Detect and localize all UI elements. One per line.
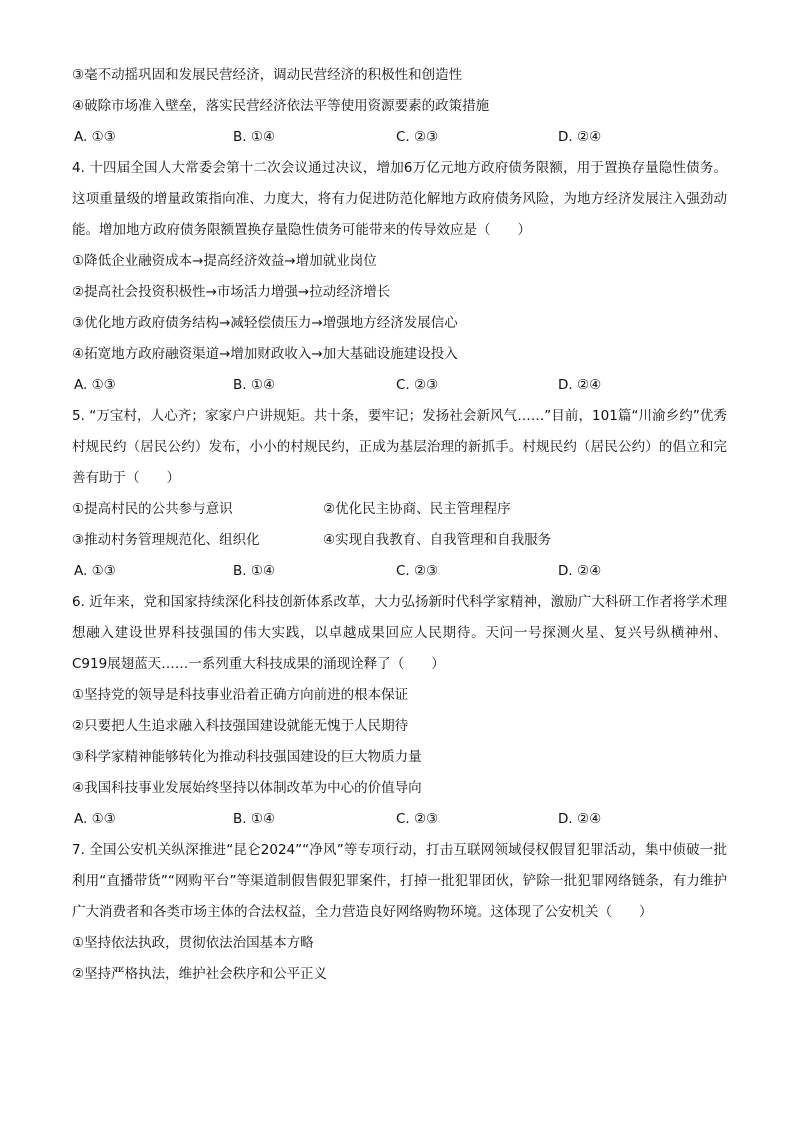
q5-option-3: ③推动村务管理规范化、组织化 bbox=[72, 532, 260, 548]
q6-option-3: ③科学家精神能够转化为推动科技强国建设的巨大物质力量 bbox=[72, 749, 422, 765]
q5-options-row-2 bbox=[72, 525, 727, 556]
q6-choices bbox=[72, 804, 727, 835]
q5-option-2: ②优化民主协商、民主管理程序 bbox=[323, 501, 511, 517]
choice-b: B. ①④ bbox=[233, 129, 276, 145]
q7-option-1: ①坚持依法执政，贯彻依法治国基本方略 bbox=[72, 935, 314, 951]
q5-option-4: ④实现自我教育、自我管理和自我服务 bbox=[323, 532, 552, 548]
choice-d: D. ②④ bbox=[558, 563, 602, 579]
q7-stem: 7. 全国公安机关纵深推进“昆仑2024”“净风”等专项行动，打击互联网领域侵权假冒犯罪活动，集中侦破一批利用“直播带货”“网购平台”等渠道制假售假犯罪案件，打掉一批犯罪团伙，铲除一批犯罪网络链条，有力维护广大消费者和各类市场主体的合法权益，全力营造良好网络购物环境。这体现了公安机关（ ） bbox=[72, 842, 727, 920]
choice-d: D. ②④ bbox=[558, 811, 602, 827]
choice-d: D. ②④ bbox=[558, 129, 602, 145]
q7-option-2: ②坚持严格执法，维护社会秩序和公平正义 bbox=[72, 966, 328, 982]
q4-stem: 4. 十四届全国人大常委会第十二次会议通过决议，增加6万亿元地方政府债务限额，用于置换存量隐性债务。这项重量级的增量政策指向准、力度大，将有力促进防范化解地方政府债务风险，为地方经济发展注入强劲动能。增加地方政府债务限额置换存量隐性债务可能带来的传导效应是（ ） bbox=[72, 160, 727, 238]
q3-option-3: ③毫不动摇巩固和发展民营经济，调动民营经济的积极性和创造性 bbox=[72, 67, 463, 83]
q6-option-1: ①坚持党的领导是科技事业沿着正确方向前进的根本保证 bbox=[72, 687, 409, 703]
choice-b: B. ①④ bbox=[233, 377, 276, 393]
q5-options-row-1 bbox=[72, 494, 727, 525]
q5-option-1: ①提高村民的公共参与意识 bbox=[72, 501, 233, 517]
q4-option-2: ②提高社会投资积极性→市场活力增强→拉动经济增长 bbox=[72, 284, 391, 300]
choice-a: A. ①③ bbox=[74, 811, 116, 827]
choice-a: A. ①③ bbox=[74, 563, 116, 579]
choice-a: A. ①③ bbox=[74, 377, 116, 393]
choice-d: D. ②④ bbox=[558, 377, 602, 393]
q5-stem: 5. “万宝村，人心齐；家家户户讲规矩。共十条，要牢记；发扬社会新风气……”目前，101篇“川渝乡约”优秀村规民约（居民公约）发布，小小的村规民约，正成为基层治理的新抓手。村规民约（居民公约）的倡立和完善有助于（ ） bbox=[72, 408, 727, 486]
q3-choices bbox=[72, 122, 727, 153]
choice-c: C. ②③ bbox=[396, 811, 439, 827]
q4-option-4: ④拓宽地方政府融资渠道→增加财政收入→加大基础设施建设投入 bbox=[72, 346, 458, 362]
q4-option-3: ③优化地方政府债务结构→减轻偿债压力→增强地方经济发展信心 bbox=[72, 315, 458, 331]
choice-a: A. ①③ bbox=[74, 129, 116, 145]
document-page bbox=[72, 60, 727, 990]
q4-choices bbox=[72, 370, 727, 401]
q6-stem: 6. 近年来，党和国家持续深化科技创新体系改革，大力弘扬新时代科学家精神，激励广大科研工作者将学术理想融入建设世界科技强国的伟大实践，以卓越成果回应人民期待。天问一号探测火星、复兴号纵横神州、C919展翅蓝天……一系列重大科技成果的涌现诠释了（ ） bbox=[72, 594, 727, 672]
q5-choices bbox=[72, 556, 727, 587]
choice-c: C. ②③ bbox=[396, 377, 439, 393]
q6-option-4: ④我国科技事业发展始终坚持以体制改革为中心的价值导向 bbox=[72, 780, 422, 796]
choice-b: B. ①④ bbox=[233, 811, 276, 827]
q6-option-2: ②只要把人生追求融入科技强国建设就能无愧于人民期待 bbox=[72, 718, 409, 734]
choice-b: B. ①④ bbox=[233, 563, 276, 579]
choice-c: C. ②③ bbox=[396, 563, 439, 579]
q3-option-4: ④破除市场准入壁垒，落实民营经济依法平等使用资源要素的政策措施 bbox=[72, 98, 490, 114]
q4-option-1: ①降低企业融资成本→提高经济效益→增加就业岗位 bbox=[72, 253, 377, 269]
choice-c: C. ②③ bbox=[396, 129, 439, 145]
